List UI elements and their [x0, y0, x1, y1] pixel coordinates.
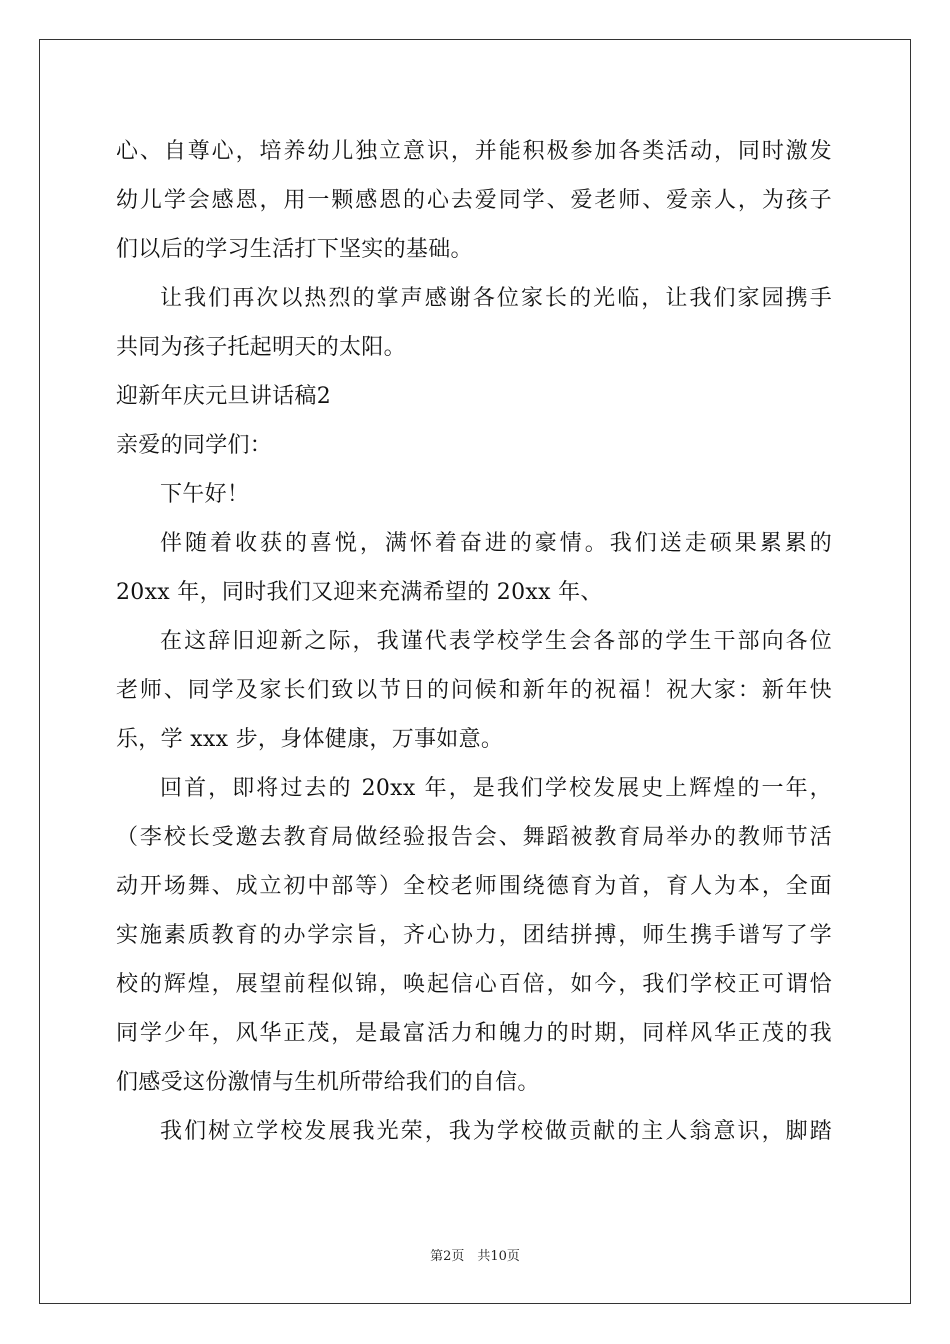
text-line: 校的辉煌，展望前程似锦，唤起信心百倍，如今，我们学校正可谓恰 [116, 972, 832, 997]
text-line: 在这辞旧迎新之际，我谨代表学校学生会各部的学生干部向各位 [160, 629, 832, 654]
text-line: 动开场舞、成立初中部等）全校老师围绕德育为首，育人为本，全面 [116, 874, 832, 899]
greeting: 下午好！ [160, 482, 250, 507]
text-line: 伴随着收获的喜悦，满怀着奋进的豪情。我们送走硕果累累的 [160, 531, 832, 556]
text-line: 回首，即将过去的 20xx 年，是我们学校发展史上辉煌的一年， [160, 776, 832, 801]
page-number: 第2页 共10页 [430, 1249, 520, 1264]
text-line: 我们树立学校发展我光荣，我为学校做贡献的主人翁意识，脚踏 [160, 1119, 832, 1144]
text-line: 让我们再次以热烈的掌声感谢各位家长的光临，让我们家园携手 [160, 286, 832, 311]
text-line: 们以后的学习生活打下坚实的基础。 [116, 237, 473, 262]
text-line: 实施素质教育的办学宗旨，齐心协力，团结拼搏，师生携手谱写了学 [116, 923, 832, 948]
text-line: 共同为孩子托起明天的太阳。 [116, 335, 406, 360]
text-line: 们感受这份激情与生机所带给我们的自信。 [116, 1070, 540, 1095]
text-line: 乐，学 xxx 步，身体健康，万事如意。 [116, 727, 504, 752]
salutation: 亲爱的同学们： [116, 433, 273, 458]
text-line: 20xx 年，同时我们又迎来充满希望的 20xx 年、 [116, 580, 603, 605]
text-line: 同学少年，风华正茂，是最富活力和魄力的时期，同样风华正茂的我 [116, 1021, 832, 1046]
text-line: （李校长受邀去教育局做经验报告会、舞蹈被教育局举办的教师节活 [116, 825, 832, 850]
text-line: 心、自尊心，培养幼儿独立意识，并能积极参加各类活动，同时激发 [116, 139, 832, 164]
document-body [116, 127, 832, 1156]
section-heading: 迎新年庆元旦讲话稿2 [116, 384, 331, 409]
text-line: 幼儿学会感恩，用一颗感恩的心去爱同学、爱老师、爱亲人，为孩子 [116, 188, 832, 213]
text-line: 老师、同学及家长们致以节日的问候和新年的祝福！祝大家：新年快 [116, 678, 832, 703]
